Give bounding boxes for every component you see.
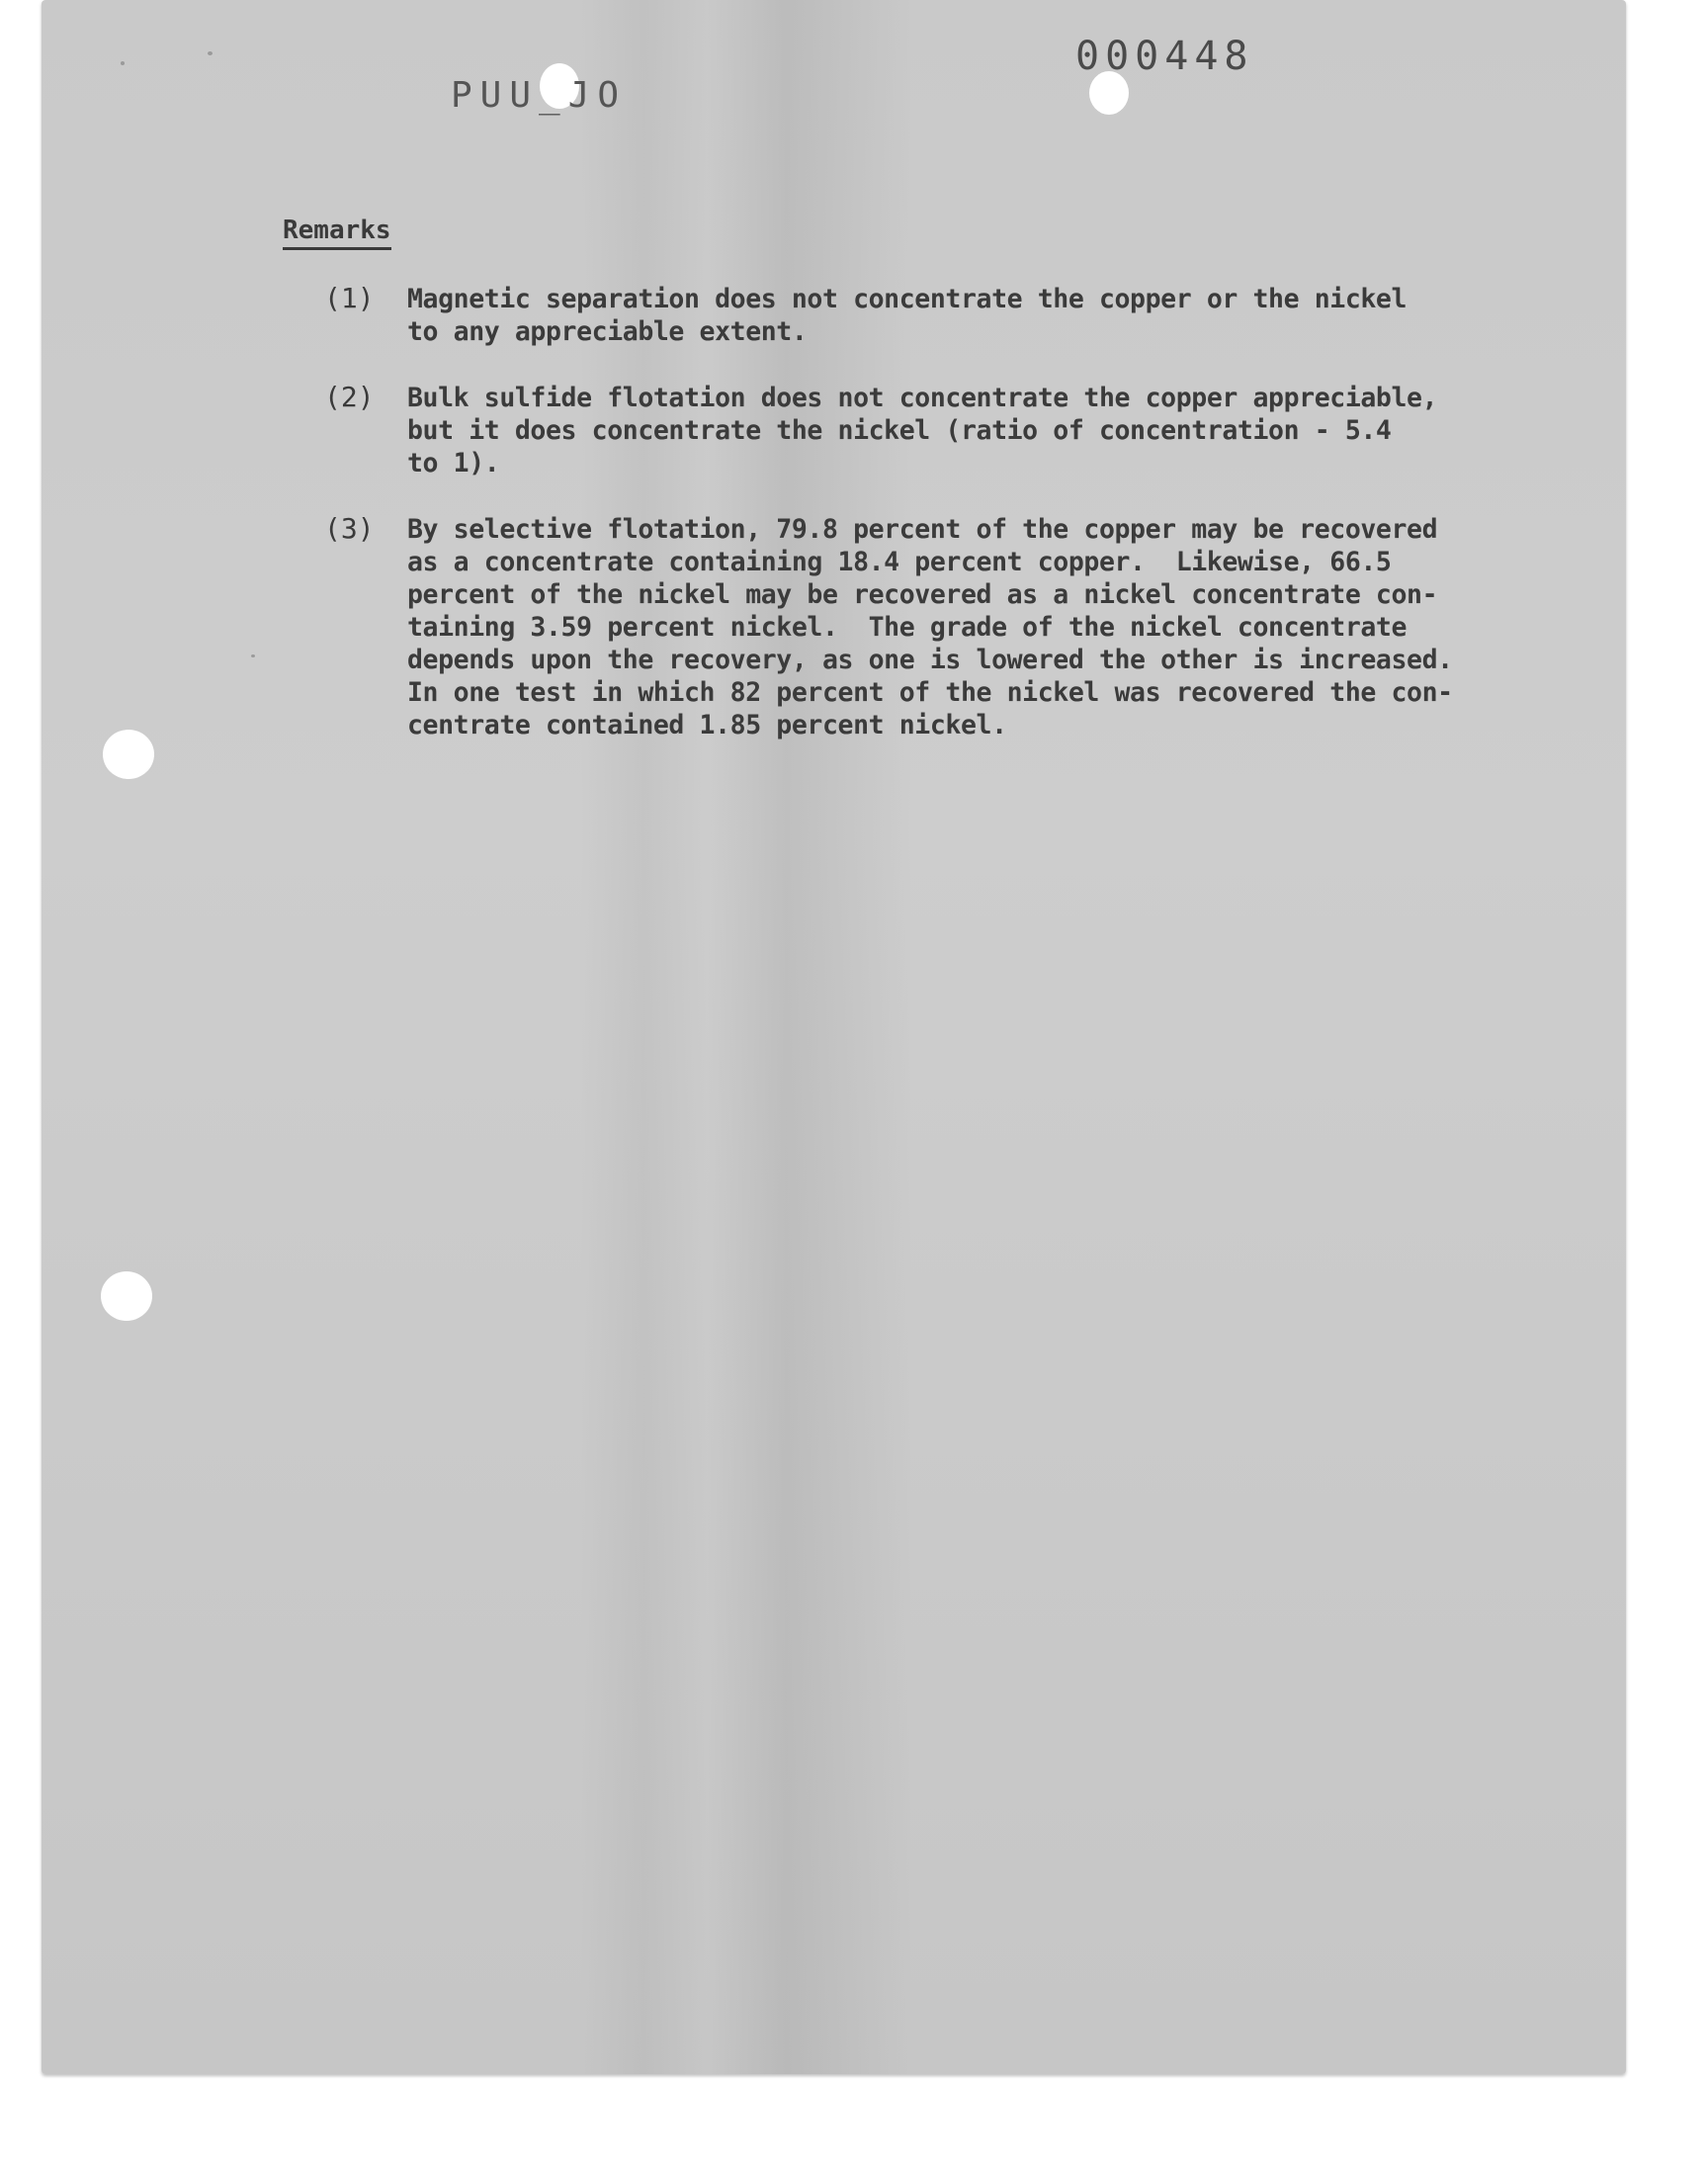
section-heading: Remarks	[283, 216, 391, 250]
dust-speck	[208, 51, 213, 55]
remark-text-line: By selective flotation, 79.8 percent of the copper may be recovered	[407, 514, 1438, 545]
punch-hole-side-lower	[101, 1271, 152, 1321]
remark-number: (3)	[324, 512, 375, 545]
remark-text-line: Bulk sulfide flotation does not concentrate the copper appreciable,	[407, 383, 1438, 413]
remark-text-line: to any appreciable extent.	[407, 316, 808, 347]
remark-text-line: to 1).	[407, 448, 500, 478]
remark-text-line: centrate contained 1.85 percent nickel.	[407, 710, 1007, 740]
page-number-stamp: 000448	[1075, 34, 1254, 79]
remark-text-line: Magnetic separation does not concentrate the copper or the nickel	[407, 284, 1408, 314]
remark-text-line: but it does concentrate the nickel (ratio of concentration - 5.4	[407, 415, 1392, 446]
paper-sheet	[42, 0, 1626, 2074]
document-stamp: PUU_JO	[451, 75, 628, 116]
remark-number: (1)	[324, 282, 375, 314]
remark-text-line: taining 3.59 percent nickel. The grade of the nickel concentrate	[407, 612, 1408, 643]
remark-text-line: depends upon the recovery, as one is lowered the other is increased.	[407, 645, 1453, 675]
punch-hole-side-upper	[103, 730, 154, 779]
remark-text-line: percent of the nickel may be recovered as a nickel concentrate con-	[407, 579, 1438, 610]
remark-number: (2)	[324, 381, 375, 413]
remark-text-line: In one test in which 82 percent of the nickel was recovered the con-	[407, 677, 1453, 708]
remark-text-line: as a concentrate containing 18.4 percent copper. Likewise, 66.5	[407, 547, 1392, 577]
dust-speck	[251, 654, 255, 657]
dust-speck	[121, 61, 125, 65]
